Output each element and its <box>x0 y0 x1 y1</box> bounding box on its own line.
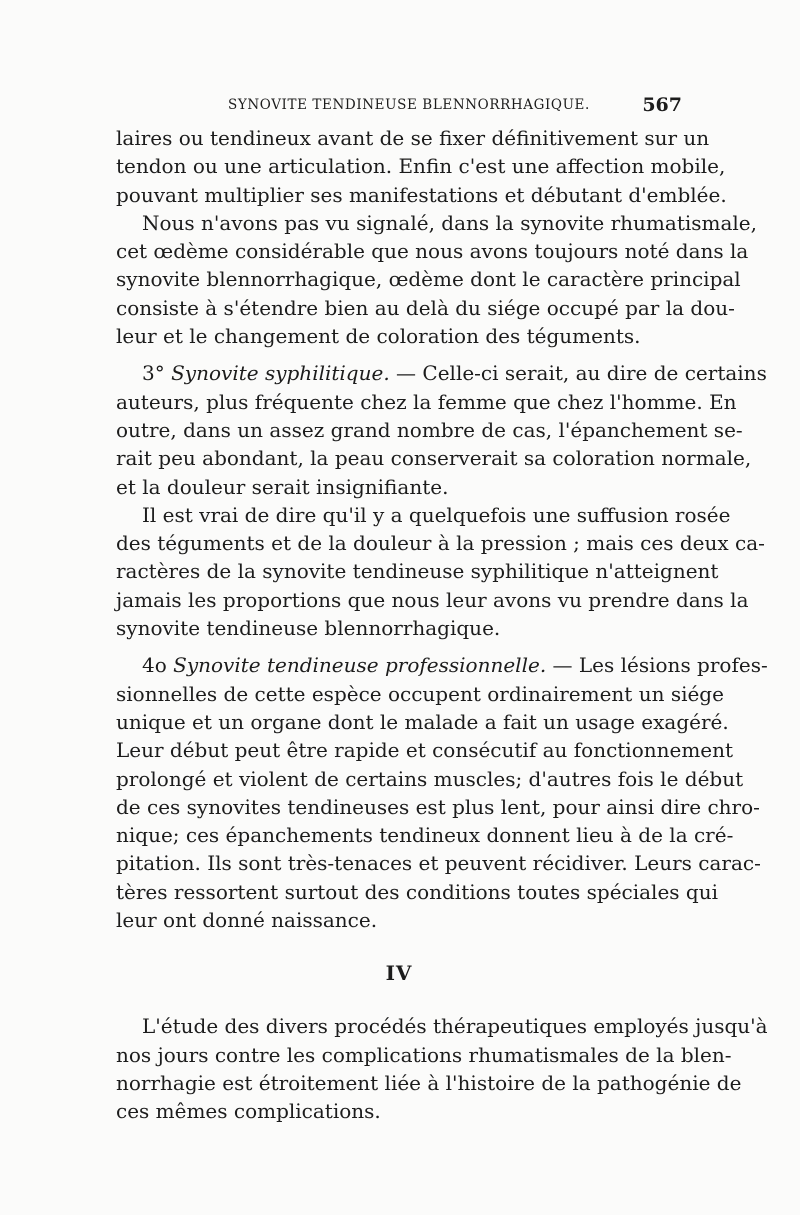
text-line: synovite blennorrhagique, œdème dont le caractère principal <box>116 267 741 292</box>
paragraph <box>116 209 757 350</box>
text-line: de ces synovites tendineuses est plus lent, pour ainsi dire chro- <box>116 794 760 819</box>
text-line: prolongé et violent de certains muscles; d'autres fois le début <box>116 766 744 791</box>
text-line: consiste à s'étendre bien au delà du siége occupé par la dou- <box>116 295 735 320</box>
text-line: leur et le changement de coloration des téguments. <box>116 324 641 349</box>
text-line: L'étude des divers procédés thérapeutiques employés jusqu'à <box>142 1014 768 1039</box>
text-line: laires ou tendineux avant de se fixer définitivement sur un <box>116 126 710 150</box>
text-line: ractères de la synovite tendineuse syphilitique n'atteignent <box>116 559 719 584</box>
text-line: Leur début peut être rapide et consécutif au fonctionnement <box>116 738 734 763</box>
running-head <box>116 93 682 117</box>
text-line: tendon ou une articulation. Enfin c'est une affection mobile, <box>116 154 726 179</box>
text-line: auteurs, plus fréquente chez la femme que chez l'homme. En <box>116 389 737 414</box>
running-title: SYNOVITE TENDINEUSE BLENNORRHAGIQUE. <box>228 97 590 113</box>
text-line: leur ont donné naissance. <box>116 908 378 933</box>
paragraph-professional <box>116 651 768 934</box>
text-line: et la douleur serait insignifiante. <box>116 474 449 499</box>
paragraph <box>116 501 765 642</box>
text-line: jamais les proportions que nous leur avons vu prendre dans la <box>116 587 749 612</box>
paragraph-syphilitic <box>116 359 767 500</box>
subheading-title: Synovite syphilitique. <box>171 361 390 386</box>
subheading-number: 4o <box>142 653 174 678</box>
subheading-title: Synovite tendineuse professionnelle. <box>173 653 547 678</box>
text-line: norrhagie est étroitement liée à l'histoire de la pathogénie de <box>116 1070 742 1095</box>
page-number: 567 <box>642 94 682 116</box>
subheading-line <box>116 359 767 387</box>
text-line: pouvant multiplier ses manifestations et débutant d'emblée. <box>116 182 727 207</box>
text-line: des téguments et de la douleur à la pression ; mais ces deux ca- <box>116 531 765 556</box>
text-line: tères ressortent surtout des conditions toutes spéciales qui <box>116 879 718 904</box>
text-line: ces mêmes complications. <box>116 1099 381 1124</box>
subheading-line <box>116 651 768 679</box>
text-line: unique et un organe dont le malade a fait un usage exagéré. <box>116 709 729 734</box>
subheading-number: 3° <box>142 361 172 386</box>
section-paragraph <box>116 1012 768 1125</box>
section-numeral: IV <box>385 961 413 986</box>
subheading-text: — Celle-ci serait, au dire de certains <box>389 361 767 386</box>
text-line: pitation. Ils sont très-tenaces et peuvent récidiver. Leurs carac- <box>116 851 761 876</box>
text-line: Nous n'avons pas vu signalé, dans la synovite rhumatismale, <box>142 210 757 235</box>
text-line: rait peu abondant, la peau conserverait sa coloration normale, <box>116 446 752 471</box>
text-line: Il est vrai de dire qu'il y a quelquefois une suffusion rosée <box>142 502 731 527</box>
text-line: nos jours contre les complications rhumatismales de la blen- <box>116 1042 732 1067</box>
body-text <box>116 124 768 1126</box>
paragraph <box>116 124 727 209</box>
subheading-text: — Les lésions profes- <box>546 653 768 678</box>
text-line: nique; ces épanchements tendineux donnent lieu à de la cré- <box>116 823 734 848</box>
text-line: sionnelles de cette espèce occupent ordinairement un siége <box>116 681 724 706</box>
text-line: cet œdème considérable que nous avons toujours noté dans la <box>116 239 749 264</box>
text-line: outre, dans un assez grand nombre de cas, l'épanchement se- <box>116 417 743 442</box>
text-line: synovite tendineuse blennorrhagique. <box>116 616 501 641</box>
